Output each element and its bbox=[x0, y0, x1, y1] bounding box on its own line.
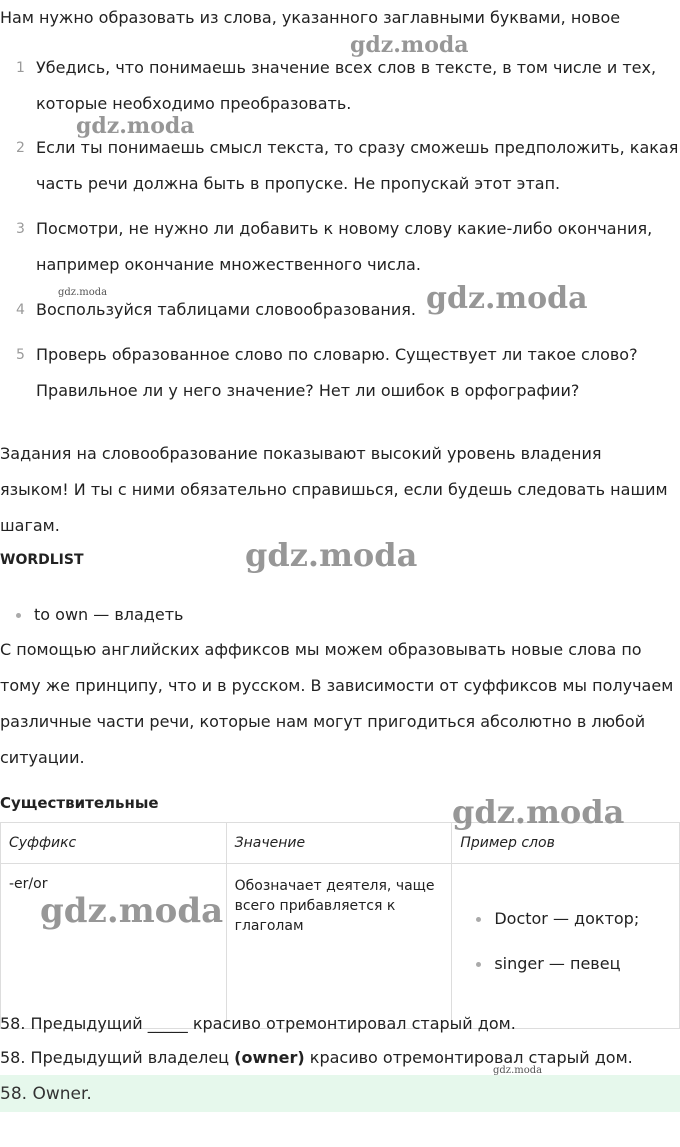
sentence-filled: 58. Предыдущий владелец (owner) красиво отремонтировал старый дом. bbox=[0, 1048, 633, 1067]
step-text: Воспользуйся таблицами словообразования. bbox=[36, 300, 416, 319]
table-header-meaning: Значение bbox=[226, 823, 452, 864]
watermark: gdz.moda bbox=[76, 113, 195, 139]
watermark: gdz.moda bbox=[40, 891, 224, 931]
answer-text: 58. Owner. bbox=[0, 1084, 92, 1104]
watermark: gdz.moda bbox=[245, 536, 418, 574]
sentence-with-blank: 58. Предыдущий _____ красиво отремонтировал старый дом. bbox=[0, 1014, 516, 1033]
nouns-heading: Существительные bbox=[0, 794, 159, 812]
watermark: gdz.moda bbox=[452, 793, 625, 831]
watermark: gdz.moda bbox=[350, 32, 469, 58]
step-text: Если ты понимаешь смысл текста, то сразу сможешь предположить, какая часть речи должна быть в пропуске. Не пропускай этот этап. bbox=[36, 138, 679, 193]
list-item: Doctor — доктор; bbox=[476, 896, 671, 941]
step-number: 3 bbox=[16, 221, 25, 237]
watermark: gdz.moda bbox=[58, 287, 108, 298]
answer-highlight bbox=[0, 1075, 680, 1112]
table-header-examples: Пример слов bbox=[452, 823, 680, 864]
step-number: 5 bbox=[16, 347, 25, 363]
table-cell-meaning: Обозначает деятеля, чаще всего прибавляется к глаголам bbox=[226, 864, 452, 1029]
paragraph-affixes: С помощью английских аффиксов мы можем образовывать новые слова по тому же принципу, что и в русском. В зависимости от суффиксов мы получаем различные части речи, которые нам могут пригодиться абсолютно в любой ситуации. bbox=[0, 640, 674, 767]
table-header-suffix: Суффикс bbox=[1, 823, 227, 864]
watermark: gdz.moda bbox=[493, 1065, 543, 1076]
bullet-icon bbox=[16, 613, 21, 618]
examples-list bbox=[460, 896, 671, 986]
step-text: Проверь образованное слово по словарю. Существует ли такое слово? Правильное ли у него значение? Нет ли ошибок в орфографии? bbox=[36, 345, 638, 400]
table-cell-examples bbox=[452, 864, 680, 1029]
wordlist-item: to own — владеть bbox=[16, 605, 676, 624]
paragraph-word-formation: Задания на словообразование показывают высокий уровень владения языком! И ты с ними обязательно справишься, если будешь следовать нашим шагам. bbox=[0, 444, 668, 535]
bullet-icon bbox=[476, 917, 481, 922]
step-text: Посмотри, не нужно ли добавить к новому слову какие-либо окончания, например окончание множественного числа. bbox=[36, 219, 653, 274]
watermark: gdz.moda bbox=[426, 281, 588, 316]
table-row bbox=[1, 864, 680, 1029]
step-number: 2 bbox=[16, 140, 25, 156]
bullet-icon bbox=[476, 962, 481, 967]
step-number: 1 bbox=[16, 60, 25, 76]
wordlist-heading: WORDLIST bbox=[0, 552, 84, 568]
intro-text: Нам нужно образовать из слова, указанного заглавными буквами, новое bbox=[0, 8, 621, 27]
table-cell-suffix: -er/or bbox=[1, 864, 227, 1029]
list-item: singer — певец bbox=[476, 941, 671, 986]
step-number: 4 bbox=[16, 302, 25, 318]
step-text: Убедись, что понимаешь значение всех слов в тексте, в том числе и тех, которые необходимо преобразовать. bbox=[36, 58, 657, 113]
